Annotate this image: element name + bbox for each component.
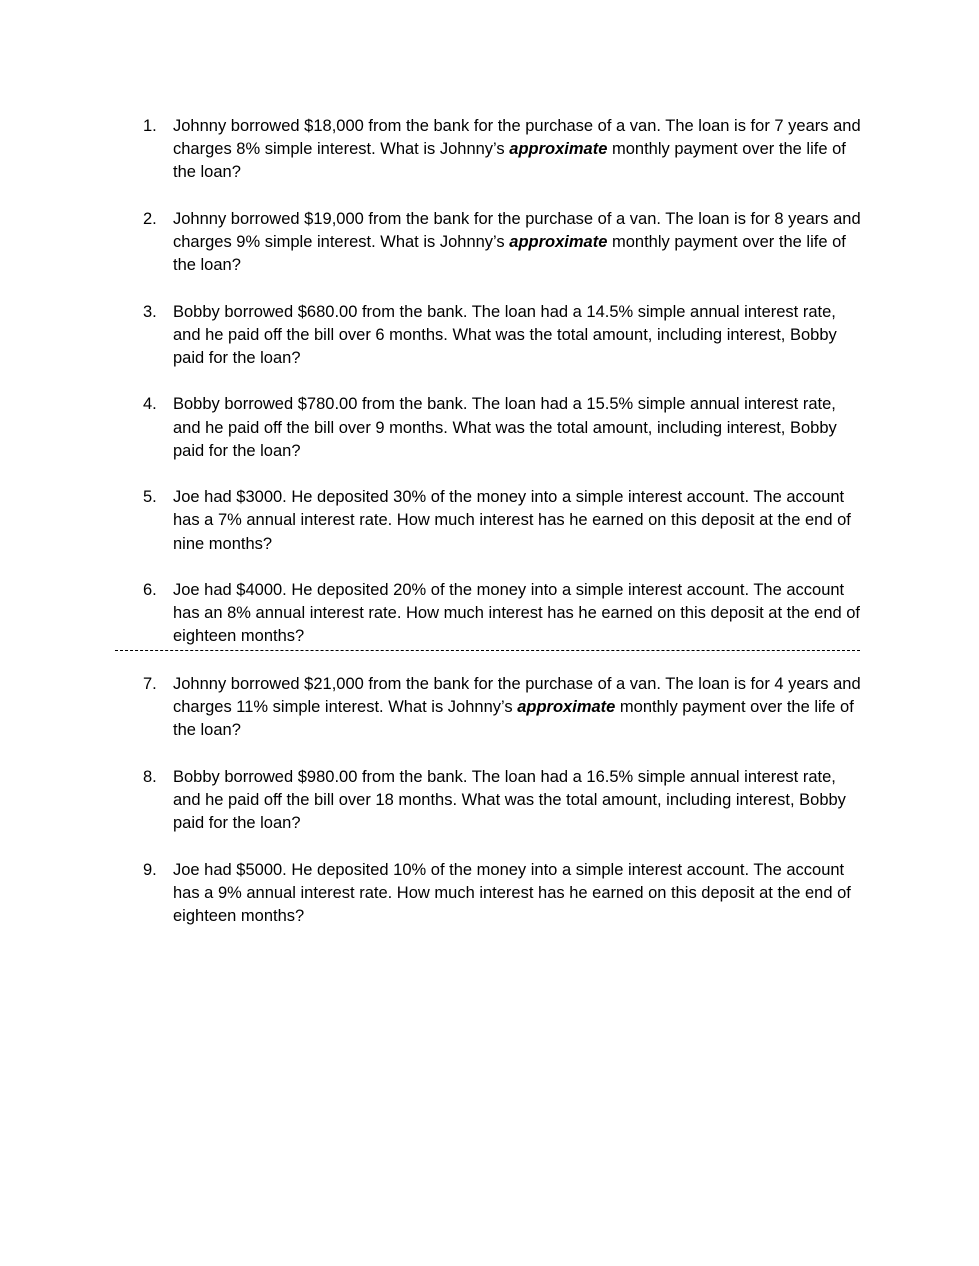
problem-9 [0, 859, 979, 929]
problem-7 [0, 673, 979, 743]
problem-1 [0, 115, 979, 185]
problem-number: 2. [143, 209, 157, 228]
problem-text: Bobby borrowed $680.00 from the bank. The loan had a 14.5% simple annual interest rate, and he paid off the bill over 6 months. What was the total amount, including interest, Bobby paid for the loan? [173, 302, 837, 367]
problem-text: Johnny borrowed $18,000 from the bank for the purchase of a van. The loan is for 7 years and charges 8% simple interest. What is Johnny’s approximate monthly payment over the life of the loan? [173, 117, 861, 182]
problem-number: 9. [143, 860, 157, 879]
problem-text: Johnny borrowed $19,000 from the bank for the purchase of a van. The loan is for 8 years and charges 9% simple interest. What is Johnny’s approximate monthly payment over the life of the loan? [173, 209, 861, 275]
problem-text: Joe had $3000. He deposited 30% of the money into a simple interest account. The account has a 7% annual interest rate. How much interest has he earned on this deposit at the end of nine months? [173, 488, 851, 553]
problem-list-part-1 [0, 115, 979, 649]
problem-number: 3. [143, 302, 157, 321]
problem-text: Bobby borrowed $780.00 from the bank. The loan had a 15.5% simple annual interest rate, and he paid off the bill over 9 months. What was the total amount, including interest, Bobby paid for the loan? [173, 395, 837, 460]
emphasis-word: approximate [509, 140, 608, 159]
problem-number: 5. [143, 488, 157, 507]
problem-6 [0, 579, 979, 649]
problem-4 [0, 393, 979, 463]
problem-number: 8. [143, 767, 157, 786]
problem-5 [0, 486, 979, 556]
problem-text: Johnny borrowed $21,000 from the bank for the purchase of a van. The loan is for 4 years and charges 11% simple interest. What is Johnny’s approximate monthly payment over the life of the loan? [173, 675, 861, 740]
problem-text: Joe had $5000. He deposited 10% of the money into a simple interest account. The account has a 9% annual interest rate. How much interest has he earned on this deposit at the end of eighteen months? [173, 860, 851, 925]
emphasis-word: approximate [517, 698, 616, 717]
problem-number: 1. [143, 117, 157, 135]
problem-number: 7. [143, 675, 157, 693]
problem-number: 4. [143, 395, 157, 414]
problem-text: Bobby borrowed $980.00 from the bank. The loan had a 16.5% simple annual interest rate, and he paid off the bill over 18 months. What was the total amount, including interest, Bobby paid for the loan? [173, 767, 846, 833]
problem-text: Joe had $4000. He deposited 20% of the money into a simple interest account. The account has an 8% annual interest rate. How much interest has he earned on this deposit at the end of eighteen months? [173, 580, 861, 646]
problem-3 [0, 301, 979, 371]
problem-number: 6. [143, 580, 157, 599]
emphasis-word: approximate [509, 233, 608, 251]
problem-8 [0, 766, 979, 836]
problem-list-part-2 [0, 673, 979, 928]
problem-2 [0, 208, 979, 278]
dashed-divider [115, 650, 860, 651]
